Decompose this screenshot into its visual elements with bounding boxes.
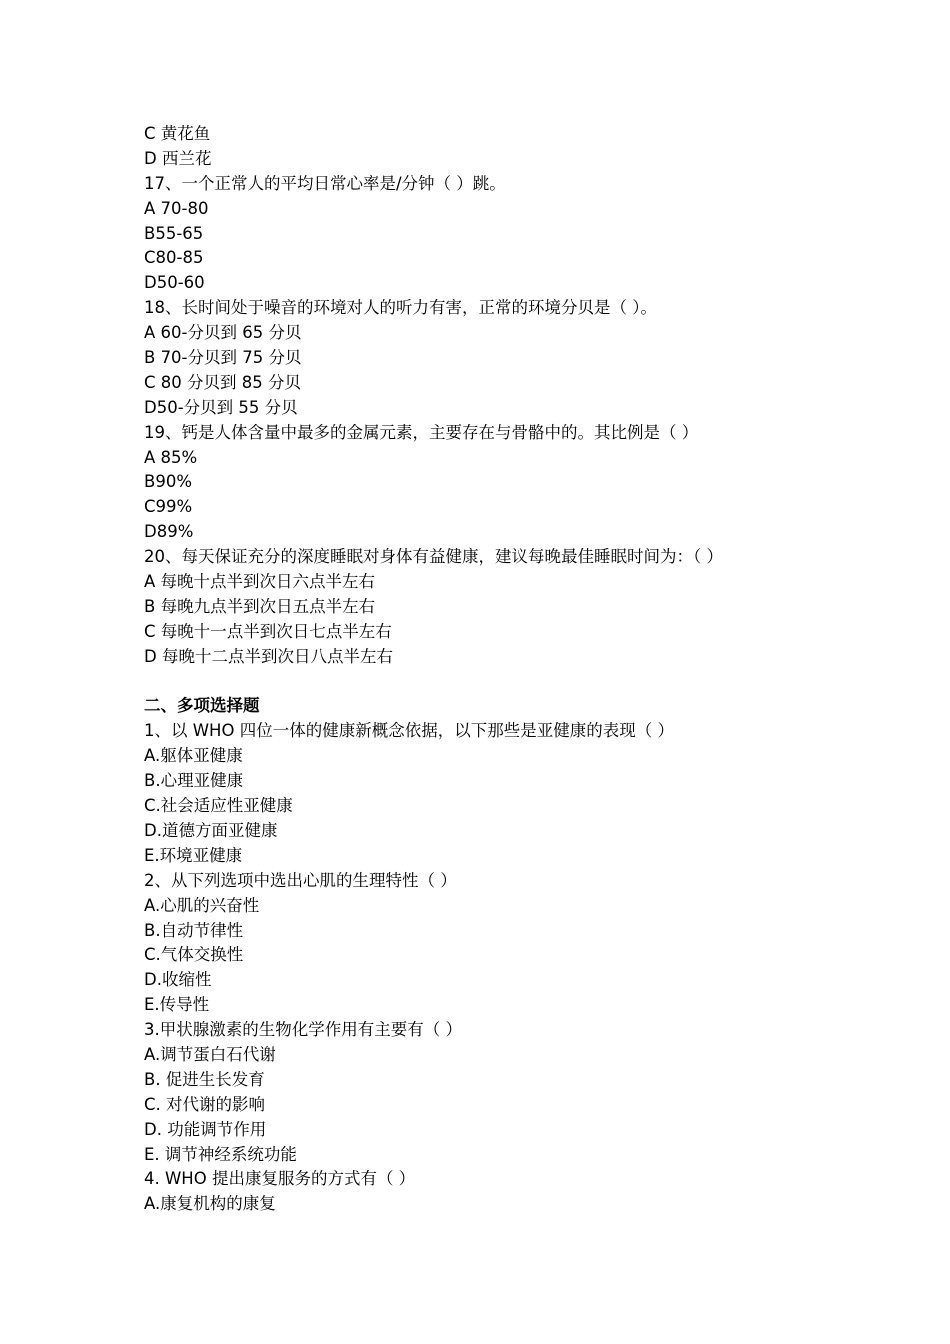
question-text: 4. WHO 提出康复服务的方式有（ ） [144,1169,416,1189]
question-text: 18、长时间处于噪音的环境对人的听力有害，正常的环境分贝是（ ）。 [144,298,657,318]
option-text: B.心理亚健康 [144,771,244,791]
option-text: C.社会适应性亚健康 [144,796,293,816]
option-text: B 70-分贝到 75 分贝 [144,348,302,368]
paragraph-gap [144,670,824,695]
option-text: B90% [144,472,192,492]
option-text: C.气体交换性 [144,945,244,965]
option-text: E.传导性 [144,995,210,1015]
question-text: 2、从下列选项中选出心肌的生理特性（ ） [144,870,457,890]
option-text: C80-85 [144,248,204,268]
option-text: C 黄花鱼 [144,124,211,143]
option-text: D50-60 [144,273,205,293]
option-text: D. 功能调节作用 [144,1119,267,1139]
question-text: 3.甲状腺激素的生物化学作用有主要有（ ） [144,1020,462,1040]
document-page [144,122,824,1217]
option-text: D.道德方面亚健康 [144,820,278,840]
option-text: B 每晚九点半到次日五点半左右 [144,596,376,616]
question-text: 1、以 WHO 四位一体的健康新概念依据，以下那些是亚健康的表现（ ） [144,721,674,741]
option-text: C 80 分贝到 85 分贝 [144,372,301,392]
option-text: D.收缩性 [144,970,212,990]
multiple-choice-questions [144,719,824,1217]
option-text: D 西兰花 [144,148,212,168]
option-text: A 60-分贝到 65 分贝 [144,323,302,343]
single-choice-questions [144,122,824,670]
option-text: B. 促进生长发育 [144,1069,265,1089]
option-text: D50-分贝到 55 分贝 [144,397,298,417]
option-text: A 85% [144,447,198,467]
option-text: C99% [144,497,193,517]
option-text: A.躯体亚健康 [144,746,243,766]
option-text: A 70-80 [144,198,209,218]
option-text: E.环境亚健康 [144,845,243,865]
option-text: B55-65 [144,223,204,243]
option-text: A.康复机构的康复 [144,1194,276,1214]
section-heading-multiple-choice: 二、多项选择题 [144,696,260,716]
option-text: A.调节蛋白石代谢 [144,1044,276,1064]
question-text: 17、一个正常人的平均日常心率是/分钟（ ）跳。 [144,173,506,193]
question-text: 19、钙是人体含量中最多的金属元素，主要存在与骨骼中的。其比例是（ ） [144,422,699,442]
option-text: C. 对代谢的影响 [144,1094,266,1114]
option-text: B.自动节律性 [144,920,244,940]
option-text: D89% [144,522,194,542]
option-text: D 每晚十二点半到次日八点半左右 [144,646,393,666]
option-text: A 每晚十点半到次日六点半左右 [144,572,376,592]
question-text: 20、每天保证充分的深度睡眠对身体有益健康，建议每晚最佳睡眠时间为：（ ） [144,547,723,567]
option-text: C 每晚十一点半到次日七点半左右 [144,621,392,641]
option-text: E. 调节神经系统功能 [144,1144,297,1164]
option-text: A.心肌的兴奋性 [144,895,260,915]
